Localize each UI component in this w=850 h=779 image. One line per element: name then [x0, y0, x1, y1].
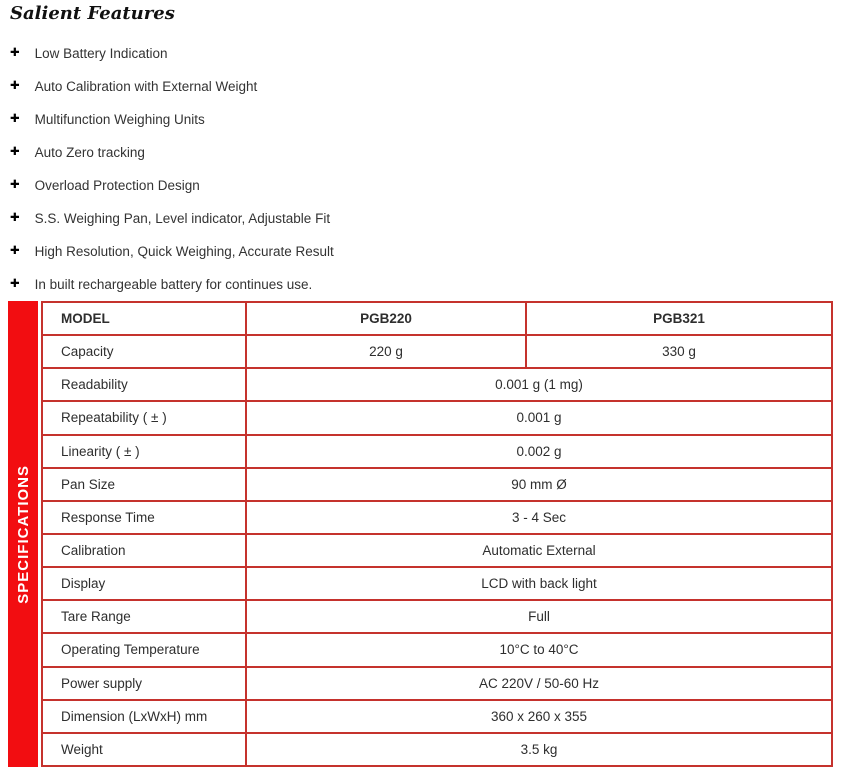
- cross-bullet-icon: ✚: [10, 46, 20, 59]
- table-row-calibration: [42, 534, 832, 567]
- row-value: AC 220V / 50-60 Hz: [246, 667, 832, 700]
- table-row-repeatability: [42, 401, 832, 434]
- model-pgb220-header-cell: PGB220: [246, 302, 526, 335]
- feature-item: [8, 268, 708, 301]
- cross-bullet-icon: ✚: [10, 112, 20, 125]
- feature-item: [8, 136, 708, 169]
- model-pgb321-header-cell: PGB321: [526, 302, 832, 335]
- row-value: 0.001 g (1 mg): [246, 368, 832, 401]
- row-label: Dimension (LxWxH) mm: [42, 700, 246, 733]
- row-value: 3.5 kg: [246, 733, 832, 766]
- table-row-linearity: [42, 435, 832, 468]
- row-label: Pan Size: [42, 468, 246, 501]
- cross-bullet-icon: ✚: [10, 79, 20, 92]
- feature-text: Auto Calibration with External Weight: [34, 79, 258, 94]
- row-value: Automatic External: [246, 534, 832, 567]
- table-row-tare-range: [42, 600, 832, 633]
- specifications-section: [8, 301, 833, 767]
- model-header-cell: MODEL: [42, 302, 246, 335]
- table-header-row: [42, 302, 832, 335]
- row-label: Readability: [42, 368, 246, 401]
- cross-bullet-icon: ✚: [10, 145, 20, 158]
- table-row-capacity: [42, 335, 832, 368]
- feature-text: Low Battery Indication: [34, 46, 168, 61]
- cross-bullet-icon: ✚: [10, 211, 20, 224]
- table-row-dimension: [42, 700, 832, 733]
- table-row-response-time: [42, 501, 832, 534]
- row-label: Capacity: [42, 335, 246, 368]
- feature-item: [8, 70, 708, 103]
- row-label: Operating Temperature: [42, 633, 246, 666]
- feature-item: [8, 235, 708, 268]
- table-row-power-supply: [42, 667, 832, 700]
- row-value: 360 x 260 x 355: [246, 700, 832, 733]
- table-row-pan-size: [42, 468, 832, 501]
- table-row-operating-temperature: [42, 633, 832, 666]
- page-title: Salient Features: [10, 3, 175, 24]
- specifications-side-banner: [8, 301, 38, 767]
- feature-item: [8, 169, 708, 202]
- feature-text: In built rechargeable battery for continues use.: [34, 277, 313, 292]
- row-value: Full: [246, 600, 832, 633]
- capacity-pgb321-value: 330 g: [526, 335, 832, 368]
- feature-text: High Resolution, Quick Weighing, Accurate Result: [34, 244, 334, 259]
- row-label: Power supply: [42, 667, 246, 700]
- row-value: 0.002 g: [246, 435, 832, 468]
- capacity-pgb220-value: 220 g: [246, 335, 526, 368]
- feature-item: [8, 202, 708, 235]
- table-row-readability: [42, 368, 832, 401]
- feature-text: Auto Zero tracking: [34, 145, 145, 160]
- row-value: 90 mm Ø: [246, 468, 832, 501]
- cross-bullet-icon: ✚: [10, 178, 20, 191]
- feature-item: [8, 37, 708, 70]
- row-value: 10°C to 40°C: [246, 633, 832, 666]
- cross-bullet-icon: ✚: [10, 277, 20, 290]
- row-value: 0.001 g: [246, 401, 832, 434]
- salient-features-list: [8, 37, 708, 301]
- row-label: Repeatability ( ± ): [42, 401, 246, 434]
- row-value: 3 - 4 Sec: [246, 501, 832, 534]
- feature-text: Multifunction Weighing Units: [34, 112, 205, 127]
- row-label: Linearity ( ± ): [42, 435, 246, 468]
- table-row-weight: [42, 733, 832, 766]
- row-label: Weight: [42, 733, 246, 766]
- row-label: Tare Range: [42, 600, 246, 633]
- row-label: Calibration: [42, 534, 246, 567]
- row-value: LCD with back light: [246, 567, 832, 600]
- feature-text: S.S. Weighing Pan, Level indicator, Adjustable Fit: [34, 211, 331, 226]
- row-label: Display: [42, 567, 246, 600]
- feature-text: Overload Protection Design: [34, 178, 200, 193]
- specifications-table: [41, 301, 833, 767]
- specifications-side-label: SPECIFICATIONS: [14, 464, 32, 604]
- table-row-display: [42, 567, 832, 600]
- cross-bullet-icon: ✚: [10, 244, 20, 257]
- feature-item: [8, 103, 708, 136]
- row-label: Response Time: [42, 501, 246, 534]
